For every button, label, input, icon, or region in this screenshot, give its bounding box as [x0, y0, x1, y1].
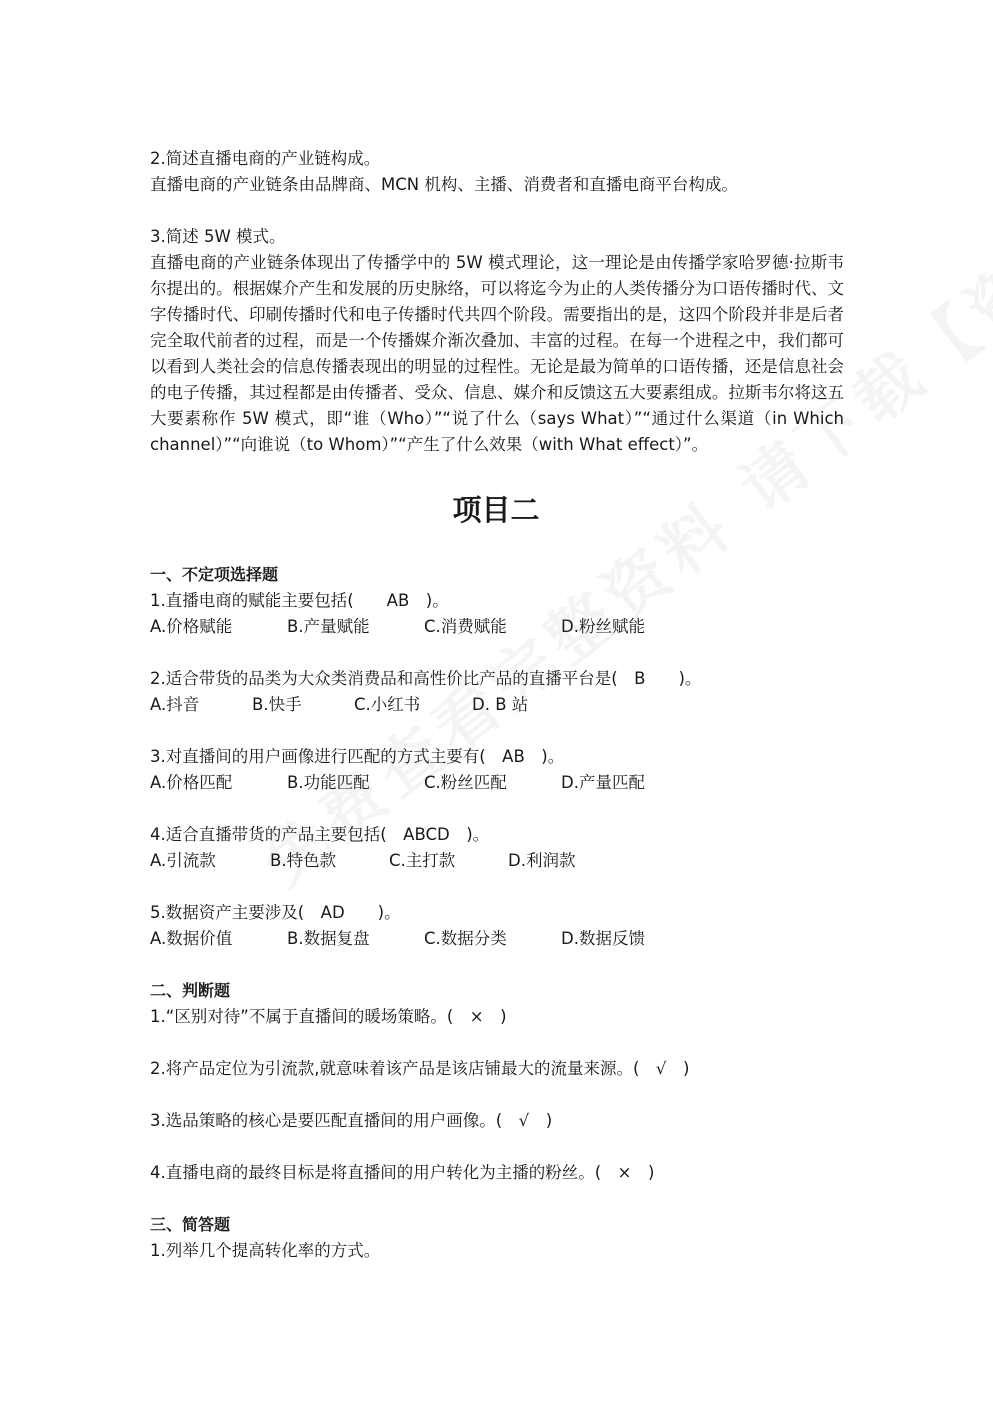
section-heading-choice: 一、不定项选择题	[150, 565, 279, 584]
option: D.利润款	[508, 851, 576, 870]
option: D.数据反馈	[561, 929, 645, 948]
option: C.粉丝匹配	[424, 773, 507, 792]
judgment-item: 4.直播电商的最终目标是将直播间的用户转化为主播的粉丝。( × )	[150, 1163, 655, 1182]
option: C.数据分类	[424, 929, 507, 948]
answer-2: 直播电商的产业链条由品牌商、MCN 机构、主播、消费者和直播电商平台构成。	[150, 175, 738, 194]
option: A.抖音	[150, 695, 200, 714]
option: C.主打款	[389, 851, 456, 870]
option: A.价格赋能	[150, 617, 233, 636]
option: A.价格匹配	[150, 773, 233, 792]
short-answer-question: 1.列举几个提高转化率的方式。	[150, 1241, 381, 1260]
choice-question: 1.直播电商的赋能主要包括( AB )。	[150, 591, 449, 610]
option: D.粉丝赋能	[561, 617, 645, 636]
judgment-item: 2.将产品定位为引流款,就意味着该产品是该店铺最大的流量来源。( √ )	[150, 1059, 690, 1078]
choice-question: 2.适合带货的品类为大众类消费品和高性价比产品的直播平台是( B )。	[150, 669, 702, 688]
section-heading-short-answer: 三、简答题	[150, 1215, 231, 1234]
choice-question: 5.数据资产主要涉及( AD )。	[150, 903, 401, 922]
option: A.数据价值	[150, 929, 233, 948]
project-title: 项目二	[452, 493, 540, 527]
option: C.消费赋能	[424, 617, 507, 636]
choice-question: 3.对直播间的用户画像进行匹配的方式主要有( AB )。	[150, 747, 565, 766]
option: B.数据复盘	[287, 929, 370, 948]
option: A.引流款	[150, 851, 216, 870]
choice-question: 4.适合直播带货的产品主要包括( ABCD )。	[150, 825, 490, 844]
option: D.产量匹配	[561, 773, 645, 792]
answer-3: 直播电商的产业链条体现出了传播学中的 5W 模式理论，这一理论是由传播学家哈罗德·拉斯韦尔提出的。根据媒介产生和发展的历史脉络，可以将迄今为止的人类传播分为口语传播时代、文字传播时代、印刷传播时代和电子传播时代共四个阶段。需要指出的是，这四个阶段并非是后者完全取代前者的过程，而是一个传播媒介渐次叠加、丰富的过程。在每一个进程之中，我们都可以看到人类社会的信息传播表现出的明显的过程性。无论是最为简单的口语传播，还是信息社会的电子传播，其过程都是由传播者、受众、信息、媒介和反馈这五大要素组成。拉斯韦尔将这五大要素称作 5W 模式，即“谁（Who）”“说了什么（says What）”“通过什么渠道（in Which channel）”“向谁说（to Whom）”“产生了什么效果（with What effect）”。	[150, 253, 844, 454]
option: B.功能匹配	[287, 773, 370, 792]
option: B.快手	[252, 695, 302, 714]
question-3: 3.简述 5W 模式。	[150, 227, 286, 246]
question-2: 2.简述直播电商的产业链构成。	[150, 149, 381, 168]
judgment-item: 1.“区别对待”不属于直播间的暖场策略。( × )	[150, 1007, 507, 1026]
section-heading-judgment: 二、判断题	[150, 981, 231, 1000]
option: C.小红书	[354, 695, 421, 714]
option: B.特色款	[270, 851, 337, 870]
option: B.产量赋能	[287, 617, 370, 636]
option: D. B 站	[472, 695, 529, 714]
judgment-item: 3.选品策略的核心是要匹配直播间的用户画像。( √ )	[150, 1111, 553, 1130]
